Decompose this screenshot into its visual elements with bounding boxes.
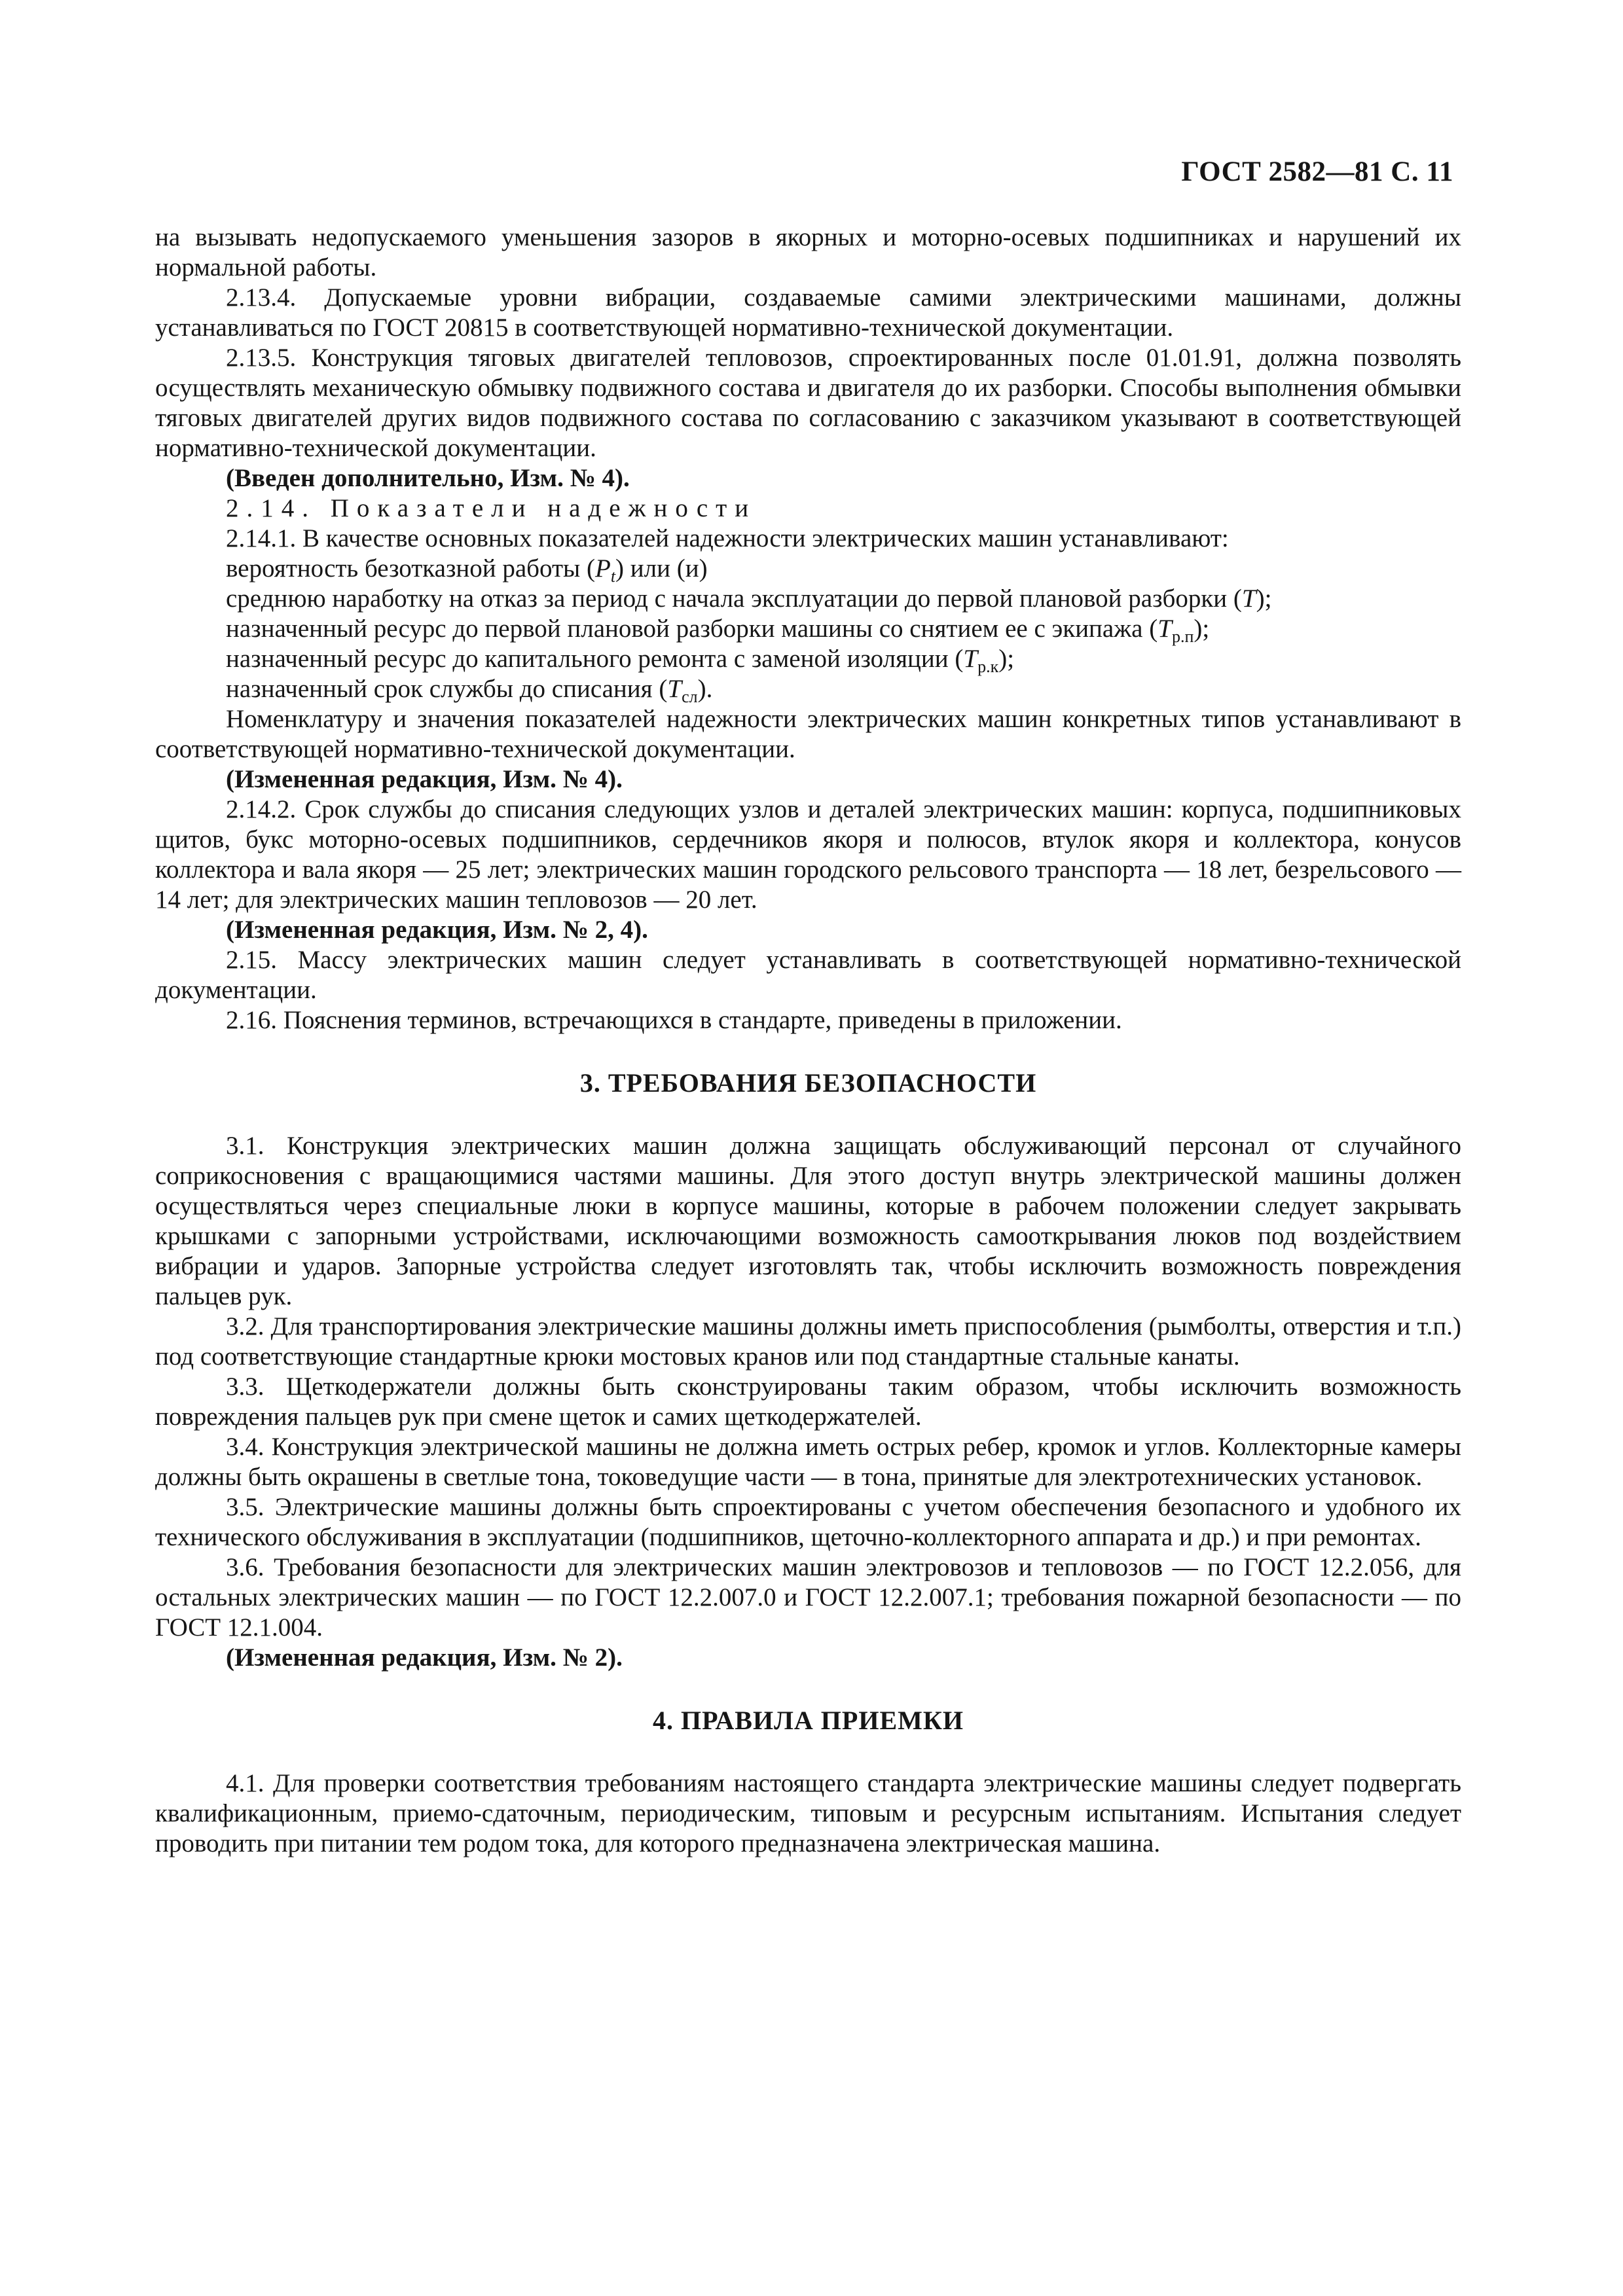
paragraph: 2.14.1. В качестве основных показателей надежности электрических машин устанавливают: (226, 524, 1229, 552)
subsection-title: 2.14. Показатели надежности (226, 494, 757, 522)
paragraph: Номенклатуру и значения показателей надежности электрических машин конкретных типов устанавливают в соответствующей нормативно-технической документации. (155, 705, 1461, 763)
paragraph: 3.5. Электрические машины должны быть спроектированы с учетом обеспечения безопасного и удобного их технического обслуживания в эксплуатации (подшипников, щеточно-коллекторного аппарата и др.) и при ремонтах. (155, 1493, 1461, 1551)
paragraph: 3.6. Требования безопасности для электрических машин электровозов и тепловозов — по ГОСТ 12.2.056, для остальных электрических машин — по ГОСТ 12.2.007.0 и ГОСТ 12.2.007.1; требования пожарной безопасности — по ГОСТ 12.1.004. (155, 1553, 1461, 1641)
list-item: назначенный ресурс до капитального ремонта с заменой изоляции $(T_{р.к})$; (226, 645, 1015, 676)
paragraph: 3.2. Для транспортирования электрические машины должны иметь приспособления (рымболты, отверстия и т.п.) под соответствующие стандартные крюки мостовых кранов или под стандартные стальные канаты. (155, 1312, 1461, 1371)
paragraph: 4.1. Для проверки соответствия требованиям настоящего стандарта электрические машины следует подвергать квалификационным, приемо-сдаточным, периодическим, типовым и ресурсным испытаниям. Испытания следует проводить при питании тем родом тока, для которого предназначена электрическая машина. (155, 1769, 1461, 1857)
list-item: среднюю наработку на отказ за период с начала эксплуатации до первой плановой разборки (T); (226, 584, 1272, 613)
section-heading: 3. ТРЕБОВАНИЯ БЕЗОПАСНОСТИ (579, 1068, 1037, 1098)
paragraph: 2.14.2. Срок службы до списания следующих узлов и деталей электрических машин: корпуса, подшипниковых щитов, букс моторно-осевых подшипников, сердечников якоря и полюсов, втулок якоря и коллектора, конусов коллектора и вала якоря — 25 лет; электрических машин городского рельсового транспорта — 18 лет, безрельсового — 14 лет; для электрических машин тепловозов — 20 лет. (155, 795, 1461, 914)
amendment-note: (Измененная редакция, Изм. № 2). (226, 1643, 623, 1672)
list-item: назначенный срок службы до списания $(T_{сл})$. (226, 675, 713, 706)
paragraph: 2.15. Массу электрических машин следует устанавливать в соответствующей нормативно-технической документации. (155, 946, 1461, 1004)
paragraph: 3.4. Конструкция электрической машины не должна иметь острых ребер, кромок и углов. Коллекторные камеры должны быть окрашены в светлые тона, токоведущие части — в тона, принятые для электротехнических установок. (155, 1433, 1461, 1491)
document-body (155, 223, 1461, 1859)
paragraph: 2.16. Пояснения терминов, встречающихся в стандарте, приведены в приложении. (226, 1006, 1122, 1034)
paragraph: на вызывать недопускаемого уменьшения зазоров в якорных и моторно-осевых подшипниках и нарушений их нормальной работы. (155, 223, 1461, 281)
amendment-note: (Измененная редакция, Изм. № 2, 4). (226, 916, 648, 944)
paragraph: 2.13.4. Допускаемые уровни вибрации, создаваемые самими электрическими машинами, должны устанавливаться по ГОСТ 20815 в соответствующей нормативно-технической документации. (155, 283, 1461, 342)
paragraph: 3.3. Щеткодержатели должны быть сконструированы таким образом, чтобы исключить возможность повреждения пальцев рук при смене щеток и самих щеткодержателей. (155, 1372, 1461, 1431)
list-item: вероятность безотказной работы $(P_t)$ или (и) (226, 554, 708, 586)
section-heading: 4. ПРАВИЛА ПРИЕМКИ (652, 1706, 964, 1735)
paragraph: 2.13.5. Конструкция тяговых двигателей тепловозов, спроектированных после 01.01.91, должна позволять осуществлять механическую обмывку подвижного состава и двигателя до их разборки. Способы выполнения обмывки тяговых двигателей других видов подвижного состава по согласованию с заказчиком указывают в соответствующей нормативно-технической документации. (155, 344, 1461, 462)
list-item: назначенный ресурс до первой плановой разборки машины со снятием ее с экипажа $(T_{р.п})$; (226, 615, 1210, 646)
amendment-note: (Введен дополнительно, Изм. № 4). (226, 464, 630, 492)
page-header: ГОСТ 2582—81 С. 11 (1181, 156, 1453, 187)
paragraph: 3.1. Конструкция электрических машин должна защищать обслуживающий персонал от случайного соприкосновения с вращающимися частями машины. Для этого доступ внутрь электрической машины должен осуществляться через специальные люки в корпусе машины, которые в рабочем положении следует закрывать крышками с запорными устройствами, исключающими возможность самооткрывания люков под воздействием вибрации и ударов. Запорные устройства следует изготовлять так, чтобы исключить возможность повреждения пальцев рук. (155, 1132, 1461, 1310)
amendment-note: (Измененная редакция, Изм. № 4). (226, 765, 623, 793)
